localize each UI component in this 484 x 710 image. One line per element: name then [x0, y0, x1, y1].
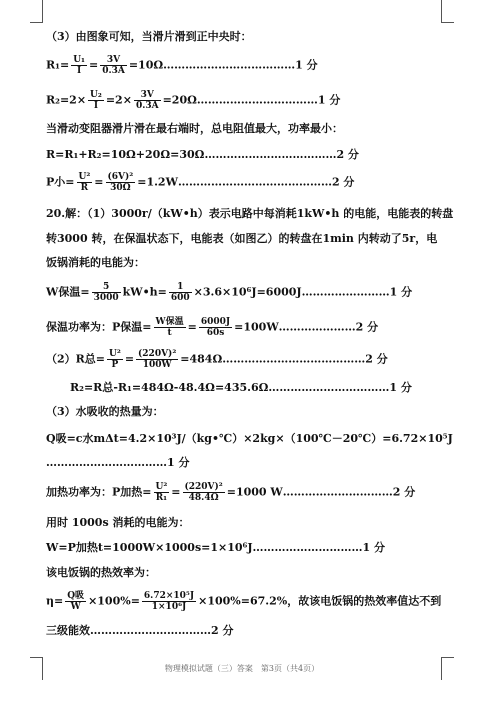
formula-text: = — [88, 58, 99, 72]
answer-line: Q吸=c水mΔt=4.2×10³J/（kg•℃）×2kg×（100℃－20℃）=6.72×10⁵J — [46, 432, 453, 445]
numerator: Q吸 — [67, 591, 85, 601]
page-footer: 物理模拟试题（三）答案 第3页（共4页） — [164, 664, 320, 673]
formula-text: = — [94, 175, 104, 189]
fraction — [136, 349, 178, 370]
answer-line: ……………………………1 分 — [46, 456, 190, 469]
fraction — [107, 349, 123, 370]
formula-text: =100W…………………2 分 — [234, 320, 379, 334]
formula-text: kW•h= — [122, 285, 167, 299]
fraction — [154, 317, 186, 338]
numerator: W保温 — [155, 317, 184, 327]
formula-text: 保温功率为：P保温= — [46, 320, 152, 334]
fraction — [92, 282, 121, 303]
answer-line: 当滑动变阻器滑片滑在最右端时，总电阻值最大，功率最小： — [46, 122, 343, 135]
answer-line: R=R₁+R₂=10Ω+20Ω=30Ω………………………………2 分 — [46, 148, 359, 161]
formula-text: =1.2W……………………………………2 分 — [137, 175, 355, 189]
numerator: (220V)² — [138, 349, 177, 359]
fraction — [106, 172, 136, 193]
formula-text: = — [124, 352, 135, 366]
denominator: 100W — [142, 360, 172, 370]
numerator: 6000J — [200, 317, 231, 327]
fraction — [77, 172, 93, 193]
denominator: 3000 — [93, 293, 119, 303]
formula-text: P小= — [46, 175, 75, 189]
fraction — [65, 591, 86, 612]
denominator: 1×10⁶J — [151, 602, 187, 612]
formula-text: ×100%= — [88, 594, 140, 608]
denominator: t — [167, 328, 172, 338]
fraction — [134, 90, 161, 111]
formula-text: = — [187, 320, 197, 334]
numerator: 3V — [134, 90, 161, 101]
numerator: 1 — [169, 282, 192, 293]
crop-mark-top-left — [30, 0, 43, 23]
formula-text: =1000 W…………………………2 分 — [226, 485, 416, 499]
answer-line: （3）水吸收的热量为： — [46, 405, 164, 418]
answer-line: 饭锅消耗的电能为： — [46, 256, 145, 269]
formula-line — [46, 172, 354, 193]
numerator: U₁ — [73, 55, 85, 65]
formula-line — [46, 90, 340, 111]
formula-text: R₂=2× — [46, 93, 87, 107]
denominator: W — [70, 602, 81, 612]
fraction — [142, 591, 196, 612]
formula-line — [46, 282, 412, 303]
numerator: 3V — [100, 55, 127, 66]
denominator: R₁ — [155, 493, 168, 503]
numerator: U₂ — [90, 90, 102, 100]
formula-text: =2× — [105, 93, 132, 107]
fraction — [154, 482, 170, 503]
denominator: 600 — [170, 293, 190, 303]
answer-line: R₂=R总-R₁=484Ω-48.4Ω=435.6Ω……………………………1 分 — [70, 381, 412, 394]
answer-line: 该电饭锅的热效率为： — [46, 566, 156, 579]
formula-text: R₁= — [46, 58, 70, 72]
numerator: U² — [109, 349, 121, 359]
denominator: 30Ω — [110, 183, 131, 193]
denominator: 0.3A — [102, 66, 125, 76]
formula-text: ×3.6×10⁶J=6000J……………………1 分 — [193, 285, 413, 299]
numerator: U² — [155, 482, 168, 492]
formula-text: η= — [46, 594, 64, 608]
formula-line — [46, 482, 415, 503]
answer-line: W=P加热t=1000W×1000s=1×10⁶J…………………………1 分 — [46, 541, 386, 554]
formula-text: =10Ω………………………………1 分 — [128, 58, 318, 72]
denominator: 48.4Ω — [188, 493, 219, 503]
formula-text: = — [171, 485, 181, 499]
denominator: P — [111, 360, 119, 370]
numerator: 6.72×10⁵J — [143, 591, 195, 601]
formula-line — [46, 349, 388, 370]
fraction — [71, 55, 87, 76]
fraction — [169, 282, 192, 303]
formula-text: =20Ω……………………………1 分 — [162, 93, 341, 107]
formula-text: ×100%=67.2%，故该电饭锅的热效率值达不到 — [198, 594, 442, 608]
formula-text: （2）R总= — [46, 352, 106, 366]
fraction — [100, 55, 127, 76]
numerator: U² — [78, 172, 91, 182]
crop-mark-top-right — [441, 0, 454, 23]
answer-line: 三级能效……………………………2 分 — [46, 624, 234, 637]
denominator: R — [80, 183, 89, 193]
answer-line: 转3000 转，在保温状态下，电能表（如图乙）的转盘在1min 内转动了5r，电 — [46, 232, 438, 245]
answer-line: 用时 1000s 消耗的电能为： — [46, 516, 190, 529]
formula-line — [46, 317, 378, 338]
answer-line: （3）由图象可知，当滑片滑到正中央时： — [46, 30, 252, 43]
formula-text: 加热功率为：P加热= — [46, 485, 152, 499]
formula-text: W保温= — [46, 285, 90, 299]
denominator: I — [93, 101, 99, 111]
answer-line: 20.解：（1）3000r/（kW•h）表示电路中每消耗1kW•h 的电能，电能表的转盘 — [46, 207, 454, 220]
fraction — [183, 482, 225, 503]
fraction — [88, 90, 104, 111]
numerator: (220V)² — [184, 482, 223, 492]
denominator: I — [76, 66, 82, 76]
formula-text: =484Ω…………………………………2 分 — [180, 352, 388, 366]
formula-line — [46, 55, 318, 76]
formula-line — [46, 591, 441, 612]
numerator: (6V)² — [107, 172, 134, 182]
numerator: 5 — [92, 282, 121, 293]
denominator: 60s — [206, 328, 225, 338]
denominator: 0.3A — [135, 101, 159, 111]
fraction — [199, 317, 232, 338]
